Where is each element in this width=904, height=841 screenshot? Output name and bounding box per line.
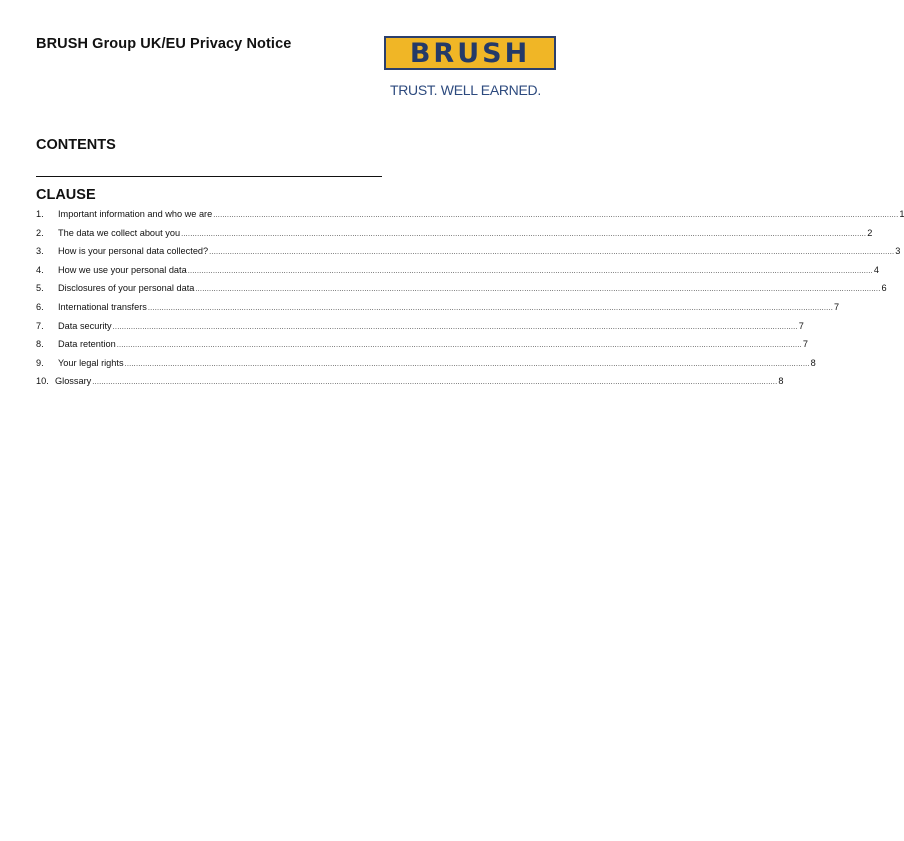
toc-entry-number: 2. [36, 227, 44, 238]
toc-dot-leader: ............................................................................................................................................................................................................................................................................................................ [147, 302, 833, 312]
toc-entry[interactable] [36, 283, 887, 302]
toc-entry-title: How is your personal data collected? [58, 246, 209, 257]
logo-badge [384, 36, 556, 70]
toc-entry-number: 7. [36, 320, 44, 331]
toc-entry[interactable] [36, 376, 784, 395]
toc-entry-page: 2 [867, 227, 873, 238]
toc-entry-number: 9. [36, 357, 44, 368]
toc-entry-number: 1. [36, 209, 44, 219]
toc-dot-leader: ............................................................................................................................................................................................................................................................................................................ [181, 228, 867, 238]
toc-entry-page: 4 [873, 264, 879, 275]
toc-dot-leader: ............................................................................................................................................................................................................................................................................................................ [124, 358, 810, 368]
toc-entry-title: Data security [58, 320, 112, 331]
toc-dot-leader: ............................................................................................................................................................................................................................................................................................................ [187, 265, 873, 275]
brush-logo [384, 36, 560, 98]
toc-entry-title: Glossary [55, 376, 92, 387]
table-of-contents [36, 209, 904, 395]
toc-entry-title: Important information and who we are [58, 209, 213, 219]
toc-entry-page: 3 [895, 246, 901, 257]
toc-entry-page: 1 [899, 209, 904, 219]
toc-entry-number: 8. [36, 339, 44, 350]
toc-entry-number: 10. [36, 376, 49, 387]
toc-entry[interactable] [36, 264, 879, 284]
toc-entry[interactable] [36, 357, 816, 377]
toc-entry[interactable] [36, 227, 873, 247]
toc-entry-page: 7 [834, 301, 840, 312]
contents-divider [36, 176, 382, 177]
logo-tagline: TRUST. WELL EARNED. [390, 82, 541, 98]
toc-entry[interactable] [36, 209, 904, 228]
toc-entry[interactable] [36, 320, 804, 340]
toc-entry-title: Your legal rights [58, 357, 124, 368]
toc-entry[interactable] [36, 339, 808, 358]
toc-entry-number: 5. [36, 283, 44, 294]
toc-entry-title: Data retention [58, 339, 116, 350]
logo-wordmark: BRUSH [409, 37, 531, 69]
toc-dot-leader: ............................................................................................................................................................................................................................................................................................................ [213, 210, 899, 219]
toc-entry-page: 7 [802, 339, 808, 350]
toc-entry-page: 8 [810, 357, 816, 368]
toc-dot-leader: ............................................................................................................................................................................................................................................................................................................ [116, 340, 802, 350]
toc-entry-title: Disclosures of your personal data [58, 283, 195, 294]
toc-entry-number: 4. [36, 264, 44, 275]
toc-entry-page: 7 [798, 320, 804, 331]
toc-entry-title: International transfers [58, 301, 147, 312]
toc-entry[interactable] [36, 246, 901, 265]
toc-dot-leader: ............................................................................................................................................................................................................................................................................................................ [92, 377, 778, 387]
toc-entry-number: 3. [36, 246, 44, 257]
toc-dot-leader: ............................................................................................................................................................................................................................................................................................................ [112, 321, 798, 331]
toc-entry-page: 8 [778, 376, 784, 387]
toc-entry-number: 6. [36, 301, 44, 312]
document-title: BRUSH Group UK/EU Privacy Notice [36, 36, 292, 52]
clause-heading: CLAUSE [36, 187, 96, 203]
toc-dot-leader: ............................................................................................................................................................................................................................................................................................................ [195, 284, 881, 294]
toc-dot-leader: ............................................................................................................................................................................................................................................................................................................ [209, 247, 895, 257]
toc-entry-page: 6 [881, 283, 887, 294]
toc-entry-title: How we use your personal data [58, 264, 187, 275]
contents-heading: CONTENTS [36, 137, 116, 153]
toc-entry[interactable] [36, 301, 840, 321]
toc-entry-title: The data we collect about you [58, 227, 181, 238]
